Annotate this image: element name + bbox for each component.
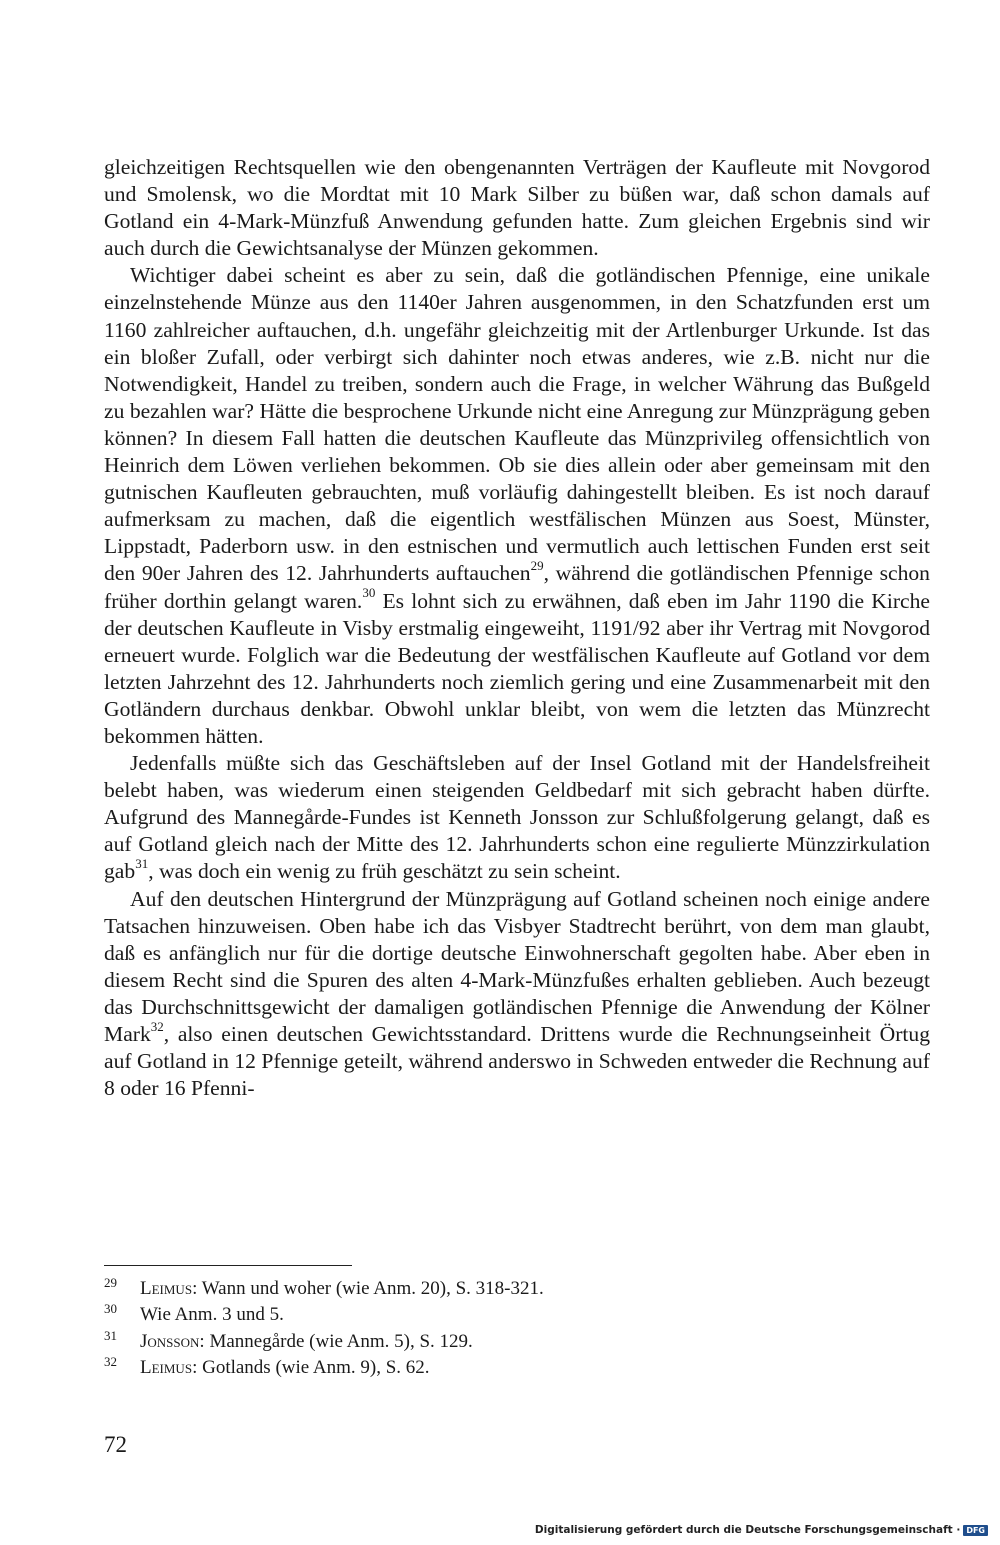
footnote-ref-31[interactable]: 31 <box>135 856 149 872</box>
footnote-number: 30 <box>104 1301 117 1317</box>
footnote-31 <box>104 1329 930 1355</box>
footnote-ref-29[interactable]: 29 <box>530 558 544 574</box>
footnote-author: Leimus <box>140 1278 193 1299</box>
footnote-text: Wie Anm. 3 und 5. <box>140 1304 284 1326</box>
footnote-author: Leimus <box>140 1356 193 1378</box>
paragraph-2-text-c: Es lohnt sich zu erwähnen, daß eben im Jahr 1190 die Kirche der deutschen Kaufleute in Visby erstmalig eingeweiht, 1191/92 aber ihr Vertrag mit Novgorod erneuert wurde. Folglich war die Bedeutung der westfälischen Kaufleute auf Gotland vor dem letzten Jahrzehnt des 12. Jahrhunderts noch ziemlich gering und eine Zusammenarbeit mit den Gotländern durchaus denkbar. Obwohl unklar bleibt, von wem die letzten das Münzrecht bekommen hätten. <box>104 588 930 748</box>
footnote-text: : Gotlands (wie Anm. 9), S. 62. <box>192 1356 430 1378</box>
paragraph-4 <box>104 886 930 1103</box>
paragraph-3-text-b: , was doch ein wenig zu früh geschätzt zu sein scheint. <box>148 859 621 884</box>
footnote-30 <box>104 1302 930 1328</box>
main-text <box>104 154 930 1102</box>
footnote-author: Jonsson <box>140 1330 200 1352</box>
dfg-logo: DFG <box>963 1525 988 1536</box>
paragraph-3-text-a: Jedenfalls müßte sich das Geschäftsleben auf der Insel Gotland mit der Handelsfreiheit belebt haben, was wiederum einen steigenden Geldbedarf mit sich gebracht haben dürfte. Aufgrund des Mannegårde-Fundes ist Kenneth Jonsson zur Schlußfolgerung gelangt, daß es auf Gotland gleich nach der Mitte des 12. Jahrhunderts schon eine regulierte Münzzirkulation gab <box>104 751 930 884</box>
paragraph-2 <box>104 262 930 750</box>
paragraph-3 <box>104 750 930 885</box>
footnote-ref-30[interactable]: 30 <box>362 585 376 601</box>
footnote-number: 31 <box>104 1327 117 1343</box>
paragraph-1-text: gleichzeitigen Rechtsquellen wie den obengenannten Verträgen der Kaufleute mit Novgorod und Smolensk, wo die Mordtat mit 10 Mark Silber zu büßen war, daß schon damals auf Gotland ein 4-Mark-Münzfuß Anwendung gefunden hatte. Zum gleichen Ergebnis sind wir auch durch die Gewichtsanalyse der Münzen gekommen. <box>104 155 930 261</box>
paragraph-1 <box>104 154 930 262</box>
paragraph-2-text-b: , während die gotländischen Pfennige schon früher dorthin gelangt waren. <box>104 561 930 613</box>
digitization-credit <box>535 1524 988 1536</box>
footnote-text: : Mannegårde (wie Anm. 5), S. 129. <box>199 1330 473 1352</box>
paragraph-4-text-b: , also einen deutschen Gewichtsstandard. Drittens wurde die Rechnungseinheit Örtug auf Gotland in 12 Pfennige geteilt, während anderswo in Schweden entweder die Rechnung auf 8 oder 16 Pfenni- <box>104 1022 930 1101</box>
footnote-number: 32 <box>104 1353 117 1369</box>
footnote-ref-32[interactable]: 32 <box>150 1018 164 1034</box>
page-number: 72 <box>104 1432 127 1457</box>
paragraph-2-text-a: Wichtiger dabei scheint es aber zu sein, daß die gotländischen Pfennige, eine unikale einzelnstehende Münze aus den 1140er Jahren ausgenommen, in den Schatzfunden erst um 1160 zahlreicher auftauchen, d.h. ungefähr gleichzeitig mit der Artlenburger Urkunde. Ist das ein bloßer Zufall, oder verbirgt sich dahinter noch etwas anderes, wie z.B. nicht nur die Notwendigkeit, Handel zu treiben, sondern auch die Frage, in welcher Währung das Bußgeld zu bezahlen war? Hätte die besprochene Urkunde nicht eine Anregung zur Münzprägung geben können? In diesem Fall hatten die deutschen Kaufleute das Münzprivileg offensichtlich von Heinrich dem Löwen verliehen bekommen. Ob sie dies allein oder aber gemeinsam mit den gutnischen Kaufleuten gebrauchten, muß vorläufig dahingestellt bleiben. Es ist noch darauf aufmerksam zu machen, daß die eigentlich westfälischen Münzen aus Soest, Münster, Lippstadt, Paderborn usw. in den estnischen und vermutlich auch lettischen Funden erst seit den 90er Jahren des 12. Jahrhunderts auftauchen <box>104 263 930 586</box>
footnote-text: : Wann und woher (wie Anm. 20), S. 318-321. <box>192 1278 544 1299</box>
credit-text: Digitalisierung gefördert durch die Deutsche Forschungsgemeinschaft · <box>534 1524 961 1536</box>
footnote-number: 29 <box>104 1275 117 1290</box>
paragraph-4-text-a: Auf den deutschen Hintergrund der Münzprägung auf Gotland scheinen noch einige andere Tatsachen hinzuweisen. Oben habe ich das Visbyer Stadtrecht berührt, von dem man glaubt, daß es anfänglich nur für die dortige deutsche Einwohnerschaft gegolten habe. Aber eben in diesem Recht sind die Spuren des alten 4-Mark-Münzfußes erhalten geblieben. Auch bezeugt das Durchschnittsgewicht der damaligen gotländischen Pfennige die Anwendung der Kölner Mark <box>104 886 930 1046</box>
footnote-29 <box>104 1276 930 1302</box>
footnote-divider <box>104 1265 352 1266</box>
footnote-32 <box>104 1355 930 1381</box>
footnotes <box>104 1276 930 1381</box>
